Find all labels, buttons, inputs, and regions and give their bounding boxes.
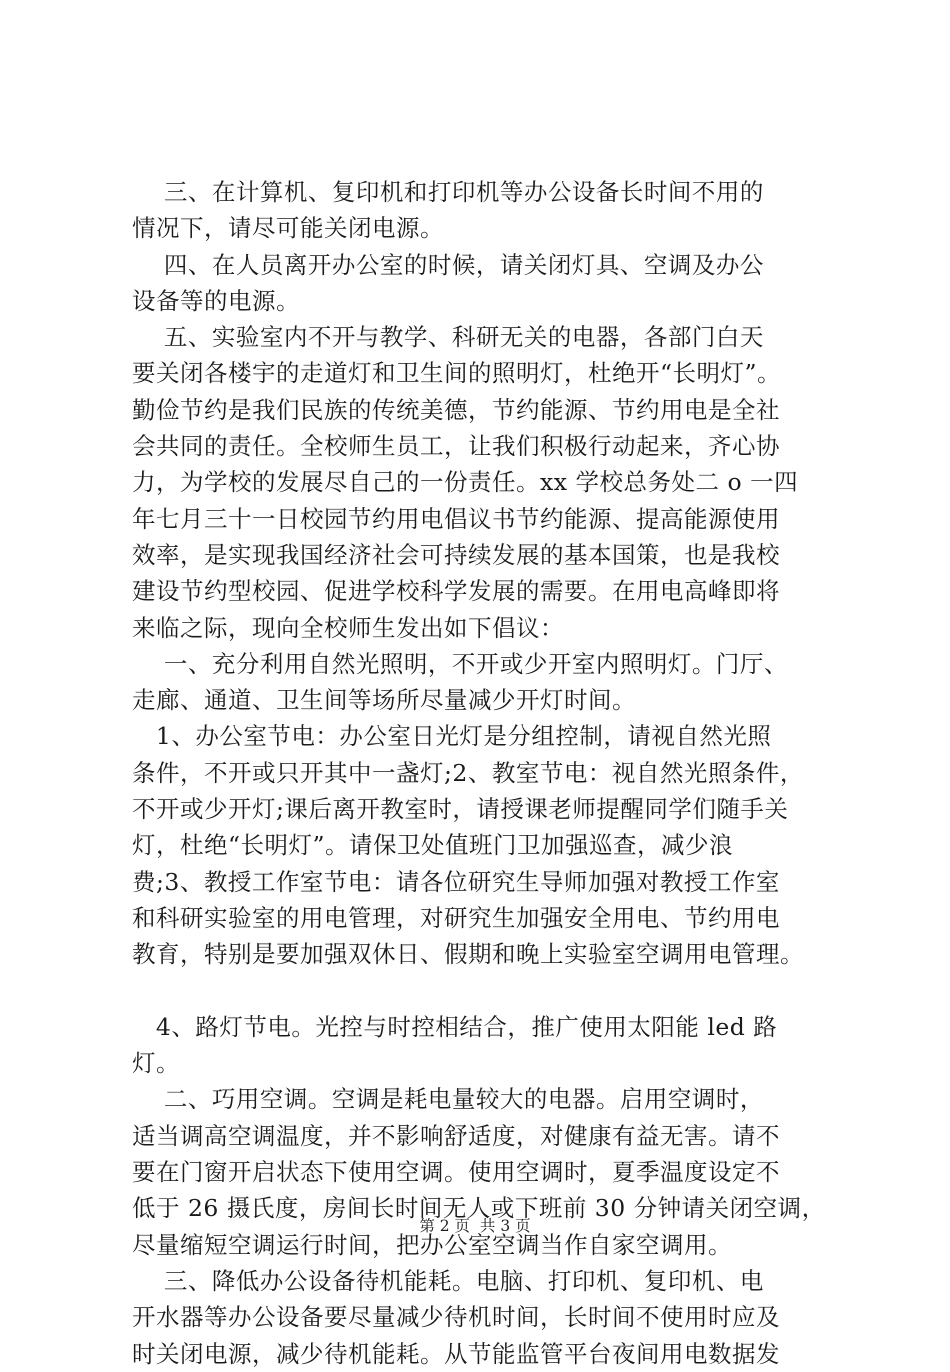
text-line: 开水器等办公设备要尽量减少待机时间，长时间不使用时应及 bbox=[132, 1303, 780, 1332]
text-line: 和科研实验室的用电管理，对研究生加强安全用电、节约用电 bbox=[132, 903, 780, 932]
text-line: 三、降低办公设备待机能耗。电脑、打印机、复印机、电 bbox=[132, 1266, 764, 1295]
text-line: 情况下，请尽可能关闭电源。 bbox=[132, 214, 444, 243]
text-line: 适当调高空调温度，并不影响舒适度，对健康有益无害。请不 bbox=[132, 1121, 780, 1150]
text-line: 4、路灯节电。光控与时控相结合，推广使用太阳能 led 路 bbox=[132, 1012, 778, 1041]
text-line: 要关闭各楼宇的走道灯和卫生间的照明灯，杜绝开“长明灯”。 bbox=[132, 359, 782, 388]
text-line: 尽量缩短空调运行时间，把办公室空调当作自家空调用。 bbox=[132, 1230, 732, 1259]
text-line: 建设节约型校园、促进学校科学发展的需要。在用电高峰即将 bbox=[132, 577, 780, 606]
text-line: 效率，是实现我国经济社会可持续发展的基本国策，也是我校 bbox=[132, 540, 780, 569]
text-line: 会共同的责任。全校师生员工，让我们积极行动起来，齐心协 bbox=[132, 432, 780, 461]
text-line: 要在门窗开启状态下使用空调。使用空调时，夏季温度设定不 bbox=[132, 1158, 780, 1187]
text-line: 五、实验室内不开与教学、科研无关的电器，各部门白天 bbox=[132, 323, 764, 352]
text-line: 来临之际，现向全校师生发出如下倡议： bbox=[132, 613, 564, 642]
text-line: 灯，杜绝“长明灯”。请保卫处值班门卫加强巡查，减少浪 bbox=[132, 831, 734, 860]
text-line: 设备等的电源。 bbox=[132, 286, 300, 315]
text-line: 一、充分利用自然光照明，不开或少开室内照明灯。门厅、 bbox=[132, 649, 788, 678]
text-line: 条件，不开或只开其中一盏灯;2、教室节电：视自然光照条件， bbox=[132, 758, 804, 787]
text-line: 时关闭电源，减少待机能耗。从节能监管平台夜间用电数据发 bbox=[132, 1339, 780, 1368]
text-line: 力，为学校的发展尽自己的一份责任。xx 学校总务处二 o 一四 bbox=[132, 468, 799, 497]
text-line: 年七月三十一日校园节约用电倡议书节约能源、提高能源使用 bbox=[132, 504, 780, 533]
text-line: 四、在人员离开办公室的时候，请关闭灯具、空调及办公 bbox=[132, 250, 764, 279]
document-body bbox=[132, 174, 832, 1372]
text-line: 二、巧用空调。空调是耗电量较大的电器。启用空调时， bbox=[132, 1085, 764, 1114]
text-line: 费;3、教授工作室节电：请各位研究生导师加强对教授工作室 bbox=[132, 867, 780, 896]
blank-line bbox=[132, 973, 832, 1009]
text-line: 走廊、通道、卫生间等场所尽量减少开灯时间。 bbox=[132, 686, 636, 715]
text-line: 低于 26 摄氏度，房间长时间无人或下班前 30 分钟请关闭空调， bbox=[132, 1194, 826, 1223]
text-line: 灯。 bbox=[132, 1049, 180, 1078]
text-line: 勤俭节约是我们民族的传统美德，节约能源、节约用电是全社 bbox=[132, 395, 780, 424]
text-line: 1、办公室节电：办公室日光灯是分组控制，请视自然光照 bbox=[132, 722, 772, 751]
text-line: 三、在计算机、复印机和打印机等办公设备长时间不用的 bbox=[132, 178, 764, 206]
page-footer: 第 2 页 共 3 页 bbox=[419, 1217, 531, 1235]
text-line: 教育，特别是要加强双休日、假期和晚上实验室空调用电管理。 bbox=[132, 940, 804, 969]
text-line: 不开或少开灯;课后离开教室时，请授课老师提醒同学们随手关 bbox=[132, 795, 789, 824]
